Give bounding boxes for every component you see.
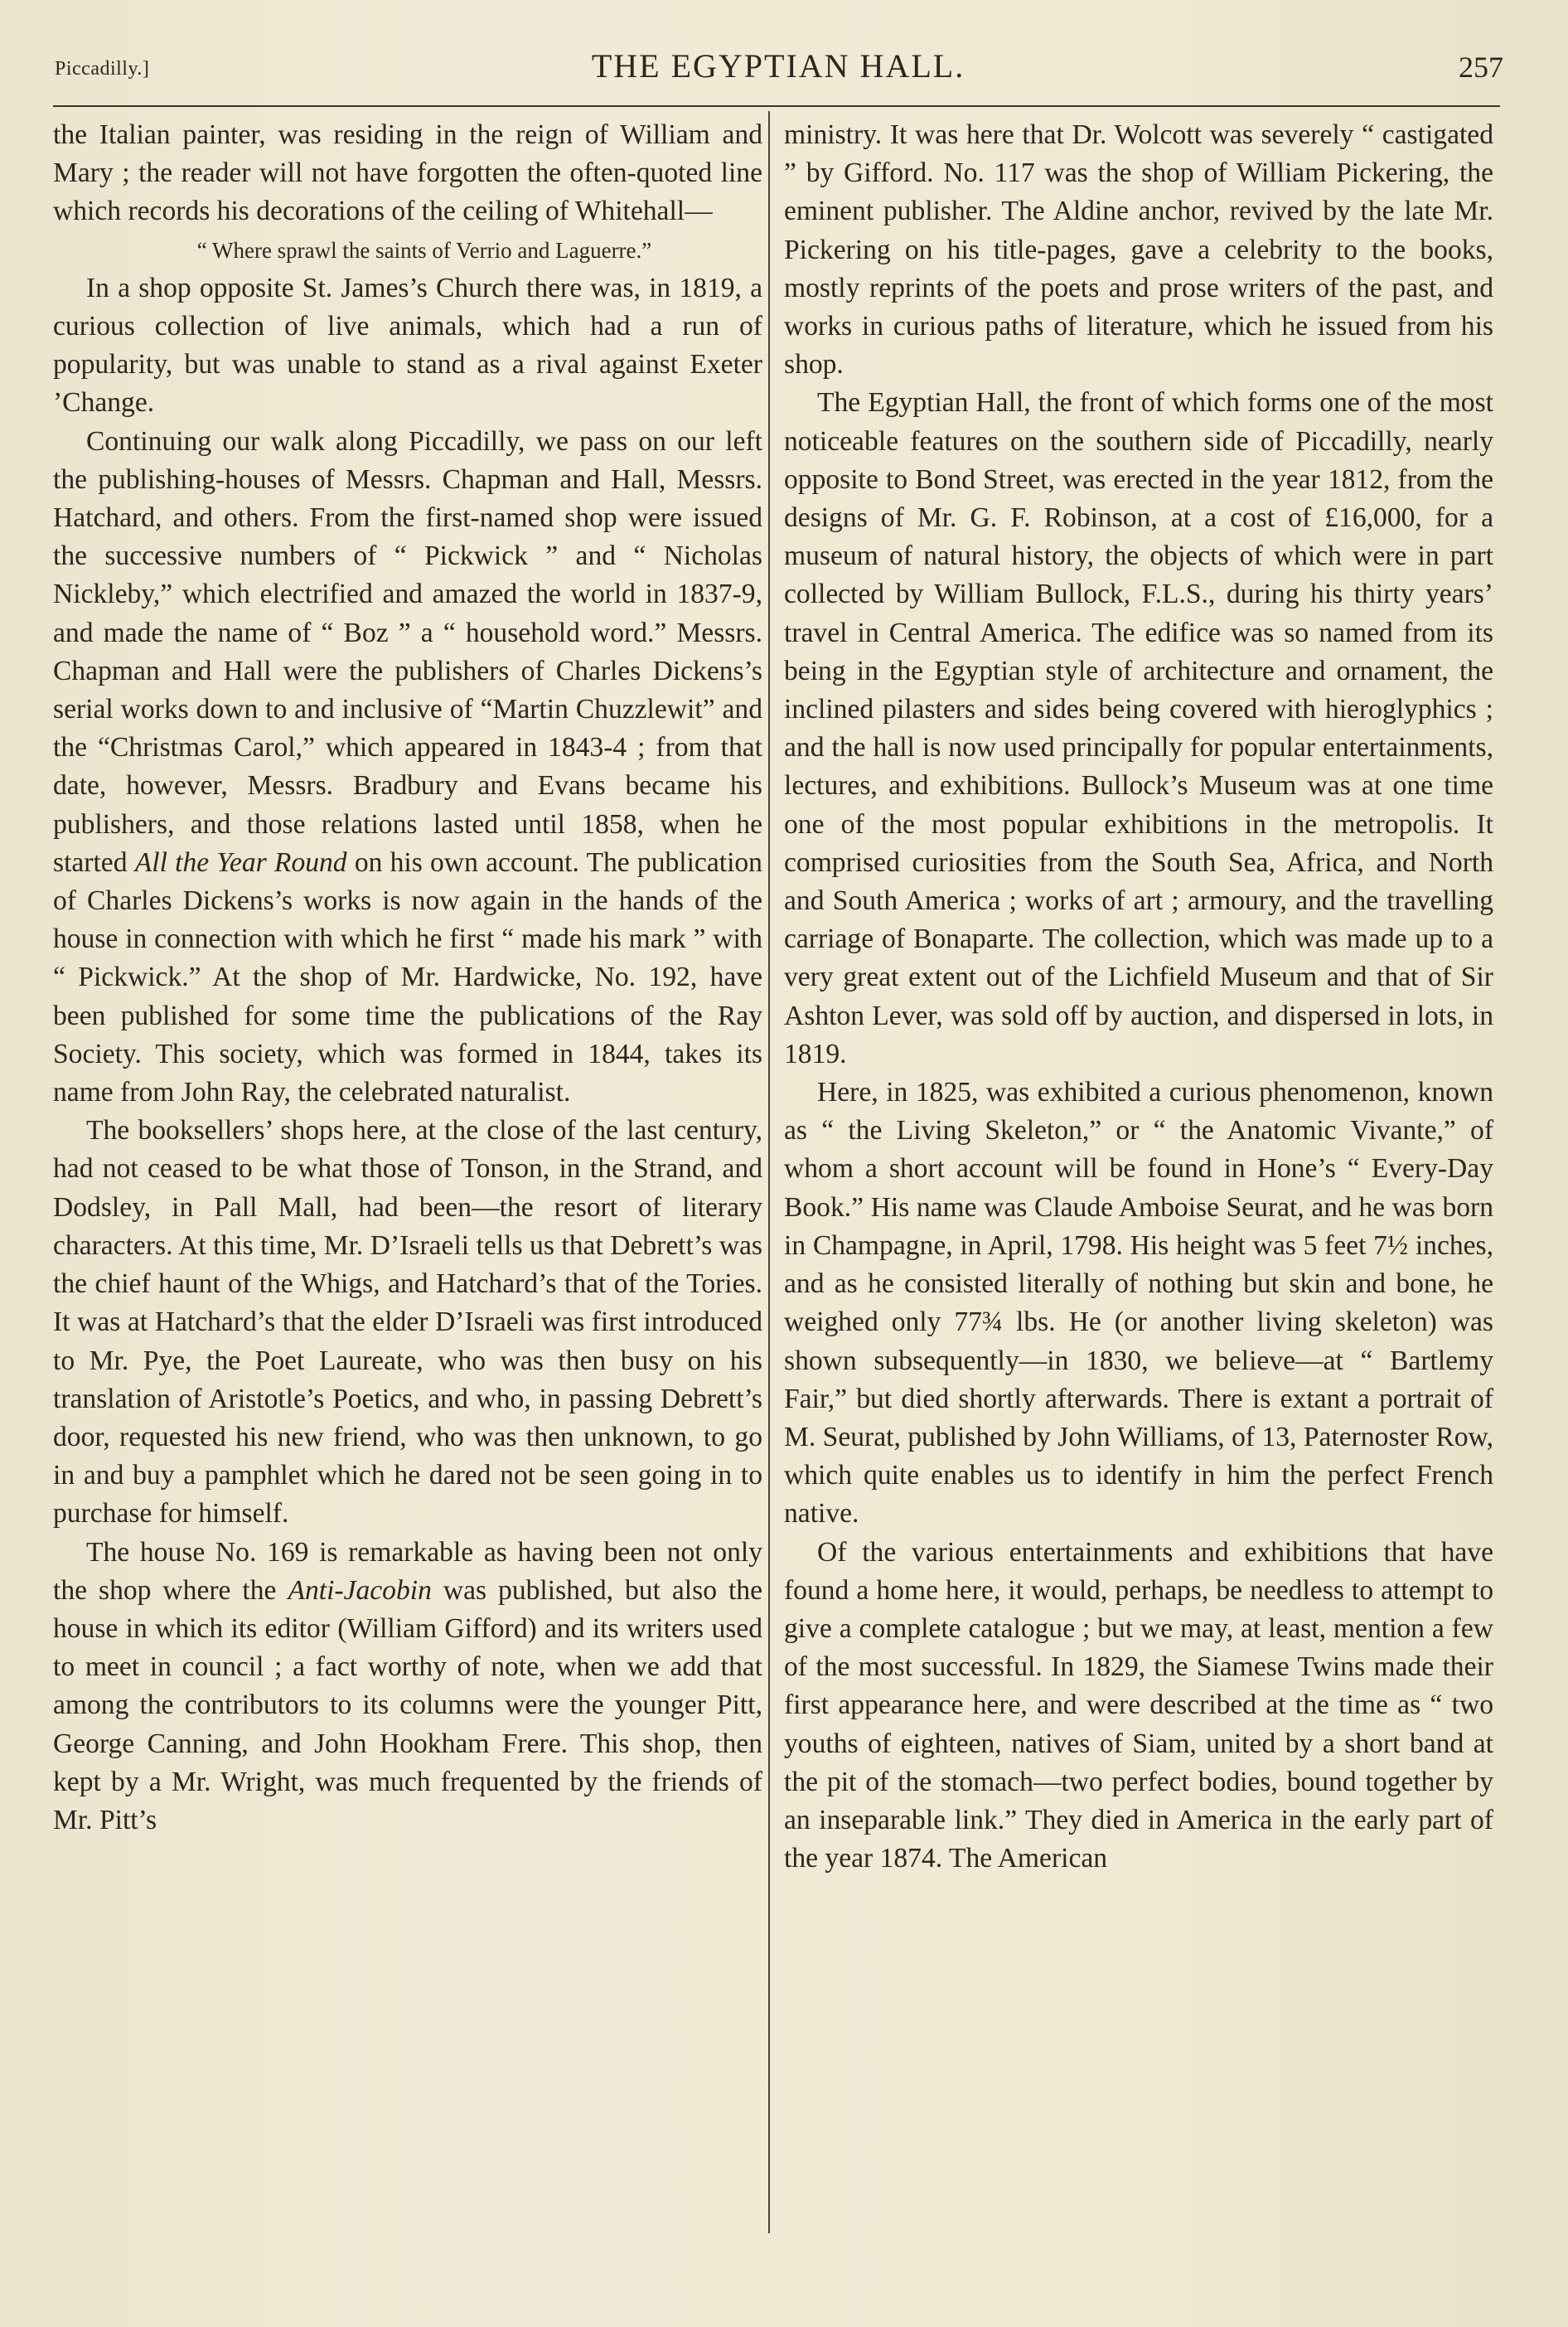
page-number: 257 [1459,51,1503,84]
page-title: THE EGYPTIAN HALL. [591,47,965,85]
paragraph: In a shop opposite St. James’s Church there was, in 1819, a curious collection of live animals, which had a run of popularity, but was unable to stand as a rival against Exeter ’Change. [53,272,762,419]
verse-quote: “ Where sprawl the saints of Verrio and Laguerre.” [196,237,652,263]
paragraph: Of the various entertainments and exhibitions that have found a home here, it would, perhaps, be needless to attempt to give a complete catalogue ; but we may, at least, mention a few of the most successful. In 1829, the Siamese Twins made their first appearance here, and were described at the time as “ two youths of eighteen, natives of Siam, united by a short band at the pit of the stomach—two perfect bodies, bound together by an inseparable link.” They died in America in the early part of the year 1874. The American [784,1536,1493,1874]
left-column [53,116,762,1840]
column-divider [768,111,770,2233]
paragraph [53,423,762,1113]
header-rule [53,105,1500,107]
right-column [784,116,1493,1878]
paragraph: Here, in 1825, was exhibited a curious phenomenon, known as “ the Living Skeleton,” or “ the Anatomic Vivante,” of whom a short account will be found in Hone’s “ Every-Day Book.” His name was Claude Amboise Seurat, and he was born in Champagne, in April, 1798. His height was 5 feet 7½ inches, and as he consisted literally of nothing but skin and bone, he weighed only 77¾ lbs. He (or another living skeleton) was shown subsequently—in 1830, we believe—at “ Bartlemy Fair,” but died shortly afterwards. There is extant a portrait of M. Seurat, published by John Williams, of 13, Paternoster Row, which quite enables us to identify in him the perfect French native. [784,1077,1493,1530]
text-run: was published, but also the house in which its editor (William Gifford) and its writers used to meet in council ; a fact worthy of note, when we add that among the contributors to its columns were the younger Pitt, George Canning, and John Hookham Frere. This shop, then kept by a Mr. Wright, was much frequented by the friends of Mr. Pitt’s [53,1574,762,1835]
italic-title: All the Year Round [134,846,347,878]
text-run: on his own account. The publication of Charles Dickens’s works is now again in the hands of the house in connection with which he first “ made his mark ” with “ Pickwick.” At the shop of Mr. Hardwicke, No. 192, have been published for some time the publications of the Ray Society. This society, which was formed in 1844, takes its name from John Ray, the celebrated naturalist. [53,846,762,1108]
text-run: Continuing our walk along Piccadilly, we pass on our left the publishing-houses of Messrs. Chapman and Hall, Messrs. Hatchard, and others. From the first-named shop were issued the successive numbers of “ Pickwick ” and “ Nicholas Nickleby,” which electrified and amazed the world in 1837-9, and made the name of “ Boz ” a “ household word.” Messrs. Chapman and Hall were the publishers of Charles Dickens’s serial works down to and inclusive of “Martin Chuzzlewit” and the “Christmas Carol,” which appeared in 1843-4 ; from that date, however, Messrs. Bradbury and Evans became his publishers, and those relations lasted until 1858, when he started [53,425,762,878]
paragraph: The booksellers’ shops here, at the close of the last century, had not ceased to be what those of Tonson, in the Strand, and Dodsley, in Pall Mall, had been—the resort of literary characters. At this time, Mr. D’Israeli tells us that Debrett’s was the chief haunt of the Whigs, and Hatchard’s that of the Tories. It was at Hatchard’s that the elder D’Israeli was first introduced to Mr. Pye, the Poet Laureate, who was then busy on his translation of Aristotle’s Poetics, and who, in passing Debrett’s door, requested his new friend, who was then unknown, to go in and buy a pamphlet which he dared not be seen going in to purchase for himself. [53,1115,762,1530]
paragraph: the Italian painter, was residing in the reign of William and Mary ; the reader will not have forgotten the often-quoted line which records his decorations of the ceiling of Whitehall— [53,119,762,227]
paragraph: ministry. It was here that Dr. Wolcott was severely “ castigated ” by Gifford. No. 117 was the shop of William Pickering, the eminent publisher. The Aldine anchor, revived by the late Mr. Pickering on his title-pages, gave a celebrity to the books, mostly reprints of the poets and prose writers of the past, and works in curious paths of literature, which he issued from his shop. [784,119,1493,381]
running-head: Piccadilly.] [55,58,150,80]
page-header [53,43,1503,103]
paragraph [53,1534,762,1840]
text-run: The house No. 169 is remarkable as having been not only the shop where the [53,1536,762,1606]
italic-title: Anti-Jacobin [288,1574,432,1606]
paragraph: The Egyptian Hall, the front of which forms one of the most noticeable features on the southern side of Piccadilly, nearly opposite to Bond Street, was erected in the year 1812, from the designs of Mr. G. F. Robinson, at a cost of £16,000, for a museum of natural history, the objects of which were in part collected by William Bullock, F.L.S., during his thirty years’ travel in Central America. The edifice was so named from its being in the Egyptian style of architecture and ornament, the inclined pilasters and sides being covered with hieroglyphics ; and the hall is now used principally for popular entertainments, lectures, and exhibitions. Bullock’s Museum was at one time one of the most popular exhibitions in the metropolis. It comprised curiosities from the South Sea, Africa, and North and South America ; works of art ; armoury, and the travelling carriage of Bonaparte. The collection, which was made up to a very great extent out of the Lichfield Museum and that of Sir Ashton Lever, was sold off by auction, and dispersed in lots, in 1819. [784,387,1493,1069]
